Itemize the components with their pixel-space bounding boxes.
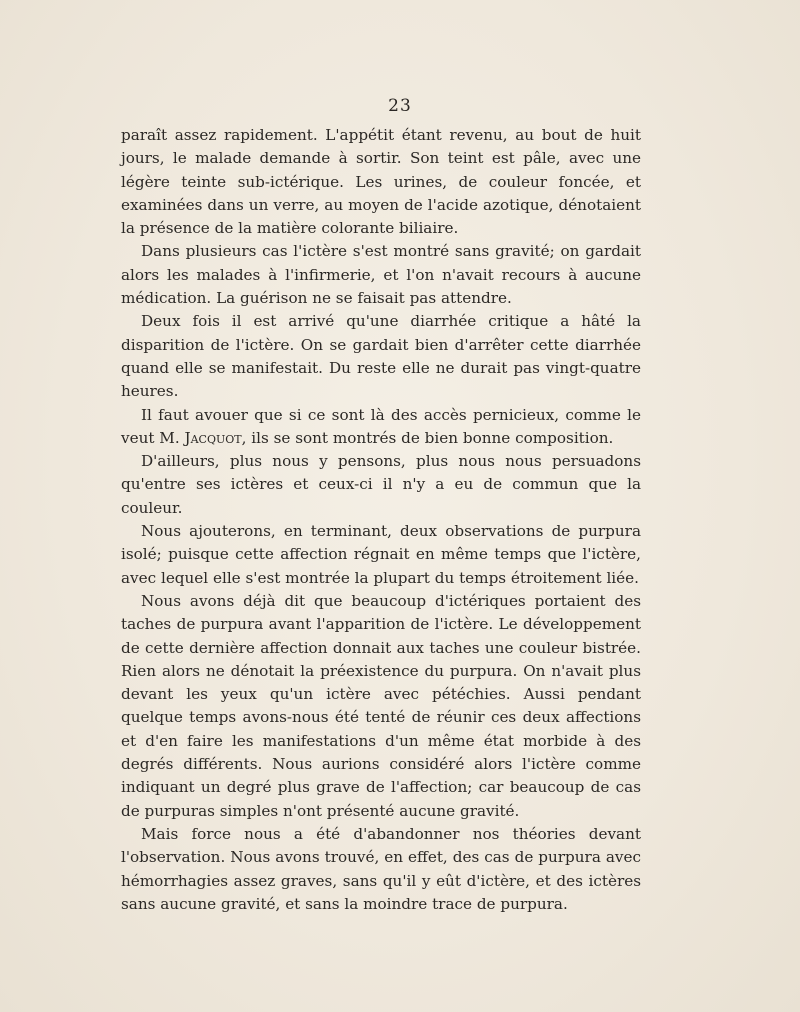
paragraph-7: Nous avons déjà dit que beaucoup d'ictériques portaient des taches de purpura avant l'apparition de l'ictère. Le développement de cette dernière affection donnait aux taches une couleur bistrée. Rien alors ne dénotait la préexistence du purpura. On n'avait plus devant les yeux qu'un ictère avec pétéchies. Aussi pendant quelque temps avons-nous été tenté de réunir ces deux affections et d'en faire les manifestations d'un même état morbide à des degrés différents. Nous aurions considéré alors l'ictère comme indiquant un degré plus grave de l'affection; car beaucoup de cas de purpuras simples n'ont présenté aucune gravité. — [121, 591, 641, 820]
paragraph-3: Deux fois il est arrivé qu'une diarrhée critique a hâté la disparition de l'ictère. On se gardait bien d'arrêter cette diarrhée quand elle se manifestait. Du reste elle ne durait pas vingt-quatre heures. — [121, 312, 641, 401]
paragraph-4-before: Il faut avouer que si ce sont là des accès pernicieux, comme le veut M. — [121, 405, 641, 447]
paragraph-8: Mais force nous a été d'abandonner nos théories devant l'observation. Nous avons trouvé, en effet, des cas de purpura avec hémorrhagies assez graves, sans qu'il y eût d'ictère, et des ictères sans aucune gravité, et sans la moindre trace de purpura. — [121, 824, 641, 913]
author-name: Jacquot — [184, 428, 242, 447]
paragraph-5: D'ailleurs, plus nous y pensons, plus nous nous persuadons qu'entre ses ictères et ceux-ci il n'y a eu de commun que la couleur. — [121, 452, 641, 517]
paragraph-2: Dans plusieurs cas l'ictère s'est montré sans gravité; on gardait alors les malades à l'infirmerie, et l'on n'avait recours à aucune médication. La guérison ne se faisait pas attendre. — [121, 242, 641, 308]
paragraph-4 — [121, 404, 641, 451]
paragraph-4-after: , ils se sont montrés de bien bonne composition. — [241, 428, 614, 447]
body-text — [121, 124, 641, 916]
paragraph-1: paraît assez rapidement. L'appétit étant revenu, au bout de huit jours, le malade demande à sortir. Son teint est pâle, avec une légère teinte sub-ictérique. Les urines, de couleur foncée, et examinées dans un verre, au moyen de l'acide azotique, dénotaient la présence de la matière colorante biliaire. — [121, 126, 641, 238]
paragraph-6: Nous ajouterons, en terminant, deux observations de purpura isolé; puisque cette affection régnait en même temps que l'ictère, avec lequel elle s'est montrée la plupart du temps étroitement liée. — [121, 522, 641, 587]
page-number: 23 — [388, 96, 412, 116]
